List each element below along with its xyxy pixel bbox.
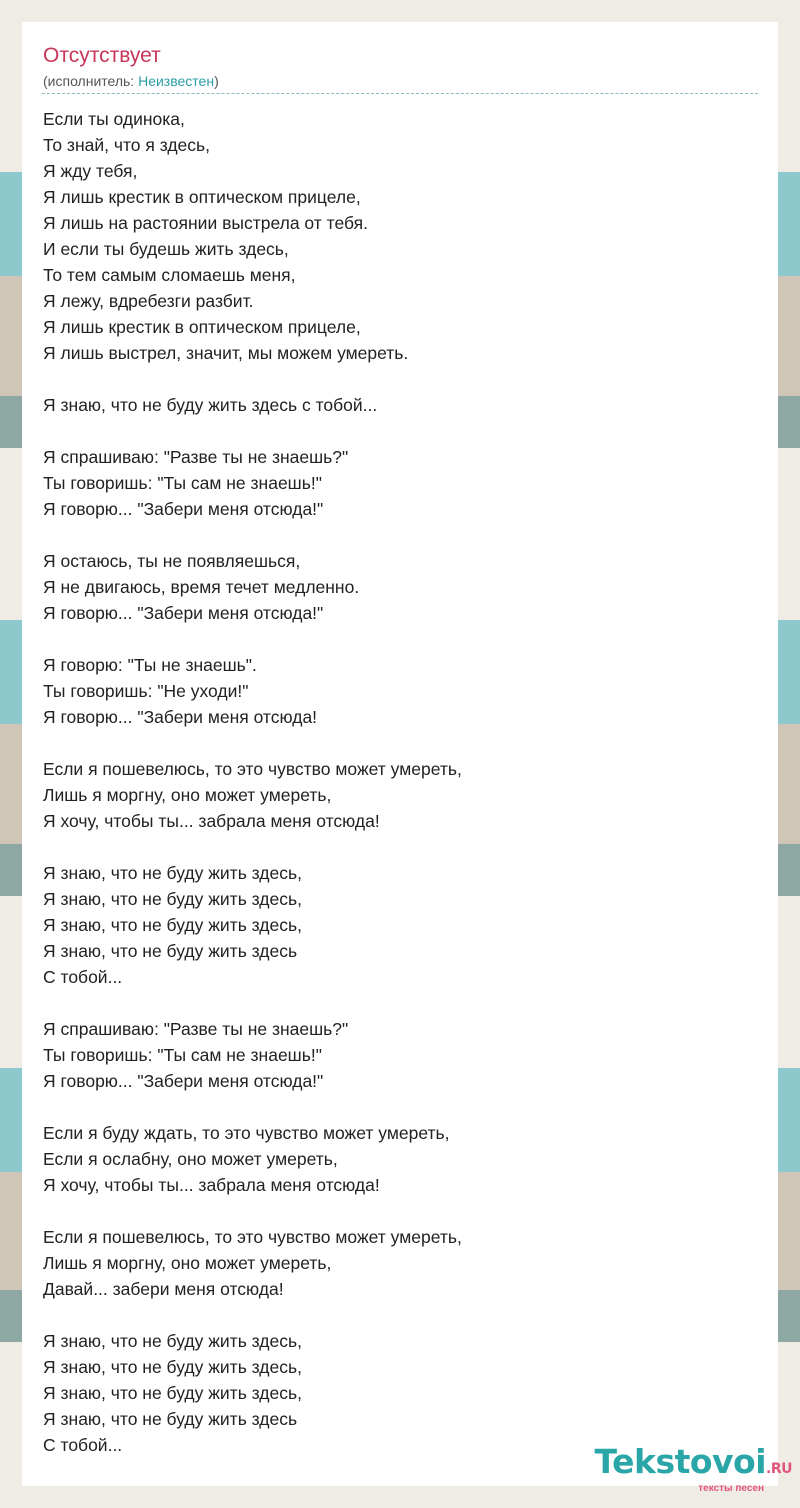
lyric-line: Я хочу, чтобы ты... забрала меня отсюда! (43, 1175, 380, 1195)
lyric-line: Ты говоришь: "Ты сам не знаешь!" (43, 1045, 322, 1065)
lyric-line (43, 626, 462, 652)
lyric-line: Я хочу, чтобы ты... забрала меня отсюда! (43, 811, 380, 831)
artist-suffix: ) (214, 73, 219, 89)
artist-link[interactable]: Неизвестен (138, 73, 215, 89)
lyric-line: Я знаю, что не буду жить здесь, (43, 1331, 302, 1351)
logo-tagline: тексты песен (698, 1483, 764, 1494)
lyric-line (43, 990, 462, 1016)
lyric-line: Я лишь выстрел, значит, мы можем умереть. (43, 343, 409, 363)
lyric-line: Если я пошевелюсь, то это чувство может умереть, (43, 759, 462, 779)
lyric-line (43, 1094, 462, 1120)
lyric-line (43, 1198, 462, 1224)
lyric-line: Ты говоришь: "Не уходи!" (43, 681, 249, 701)
lyric-line: Я говорю... "Забери меня отсюда!" (43, 499, 324, 519)
lyric-line: Я лежу, вдребезги разбит. (43, 291, 254, 311)
lyric-line: Я лишь крестик в оптическом прицеле, (43, 187, 361, 207)
site-logo[interactable] (594, 1442, 792, 1494)
lyric-line: То знай, что я здесь, (43, 135, 211, 155)
lyric-line: Если я буду ждать, то это чувство может умереть, (43, 1123, 450, 1143)
lyric-line: Я остаюсь, ты не появляешься, (43, 551, 301, 571)
lyric-line: Если ты одинока, (43, 109, 185, 129)
lyric-line: Я знаю, что не буду жить здесь (43, 941, 298, 961)
lyric-line (43, 366, 462, 392)
lyric-line: Я знаю, что не буду жить здесь, (43, 1383, 302, 1403)
lyric-line: И если ты будешь жить здесь, (43, 239, 289, 259)
artist-prefix: (исполнитель: (43, 73, 139, 89)
lyric-line: Я знаю, что не буду жить здесь, (43, 889, 302, 909)
lyric-line (43, 418, 462, 444)
lyric-line: Я знаю, что не буду жить здесь, (43, 863, 302, 883)
lyric-line: Я знаю, что не буду жить здесь с тобой... (43, 395, 378, 415)
logo-wordmark (594, 1442, 792, 1486)
lyric-line: Я не двигаюсь, время течет медленно. (43, 577, 360, 597)
lyric-line (43, 1302, 462, 1328)
lyric-line: Лишь я моргну, оно может умереть, (43, 785, 332, 805)
lyric-line: Я знаю, что не буду жить здесь (43, 1409, 298, 1429)
lyric-line: Я говорю... "Забери меня отсюда! (43, 707, 318, 727)
lyrics-card (22, 22, 778, 1486)
lyric-line: Я спрашиваю: "Разве ты не знаешь?" (43, 447, 349, 467)
lyric-line: Я говорю... "Забери меня отсюда!" (43, 1071, 324, 1091)
lyric-line: С тобой... (43, 967, 123, 987)
lyric-line: Я знаю, что не буду жить здесь, (43, 1357, 302, 1377)
lyric-line: Я жду тебя, (43, 161, 138, 181)
lyric-line: Я говорю: "Ты не знаешь". (43, 655, 257, 675)
artist-line (43, 73, 219, 89)
lyric-line: С тобой... (43, 1435, 123, 1455)
lyric-line (43, 730, 462, 756)
lyric-line: Если я ослабну, оно может умереть, (43, 1149, 338, 1169)
song-title: Отсутствует (43, 44, 161, 67)
lyric-line (43, 834, 462, 860)
lyric-line: Если я пошевелюсь, то это чувство может умереть, (43, 1227, 462, 1247)
lyric-line (43, 522, 462, 548)
lyrics-body (43, 106, 462, 1458)
lyric-line: Я знаю, что не буду жить здесь, (43, 915, 302, 935)
lyric-line: Я говорю... "Забери меня отсюда!" (43, 603, 324, 623)
lyric-line: Лишь я моргну, оно может умереть, (43, 1253, 332, 1273)
logo-name: Tekstovoi (594, 1442, 767, 1481)
lyric-line: Давай... забери меня отсюда! (43, 1279, 284, 1299)
logo-tld: .RU (766, 1461, 792, 1477)
lyric-line: Я спрашиваю: "Разве ты не знаешь?" (43, 1019, 349, 1039)
lyric-line: Я лишь на растоянии выстрела от тебя. (43, 213, 368, 233)
lyric-line: То тем самым сломаешь меня, (43, 265, 296, 285)
dashed-divider (42, 93, 758, 94)
lyric-line: Ты говоришь: "Ты сам не знаешь!" (43, 473, 322, 493)
lyric-line: Я лишь крестик в оптическом прицеле, (43, 317, 361, 337)
